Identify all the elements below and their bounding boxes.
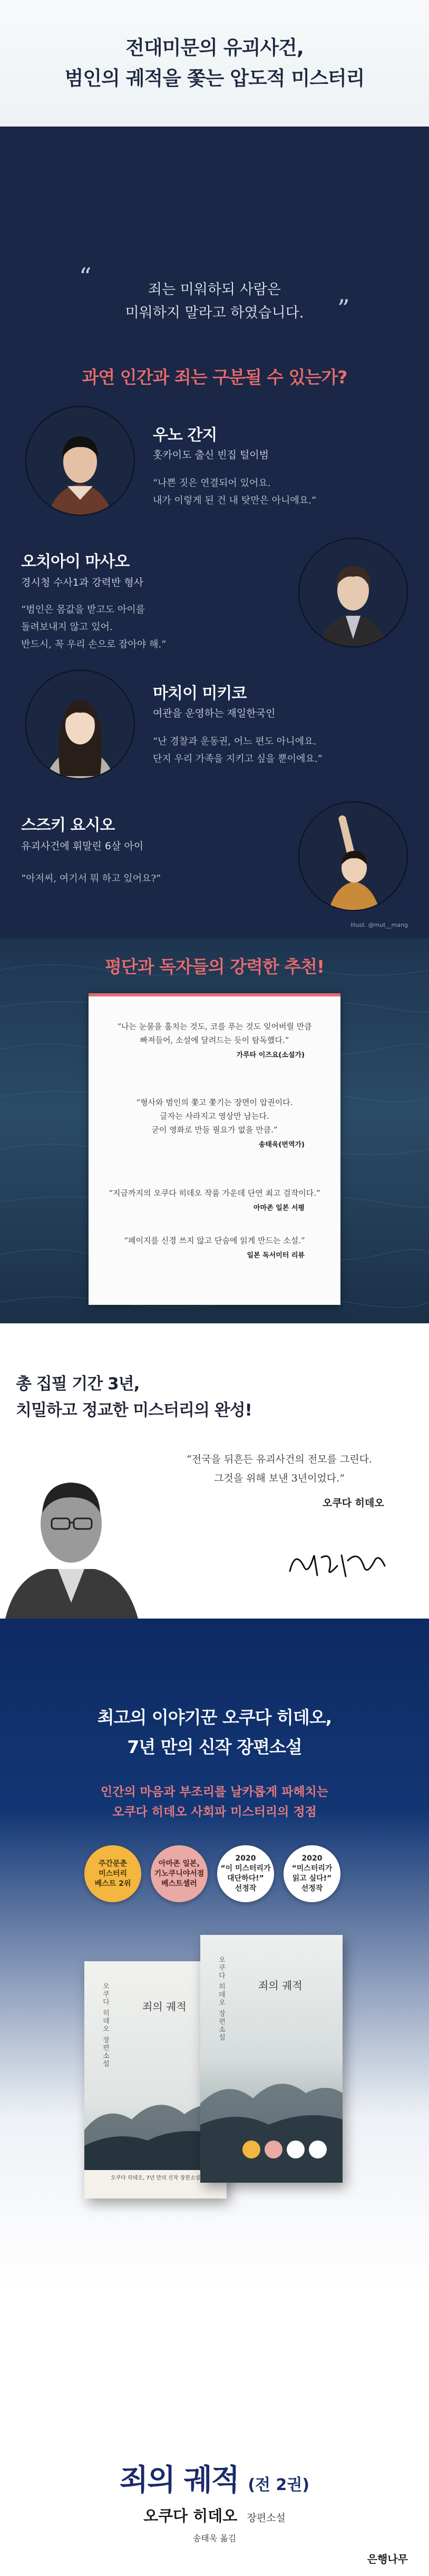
portrait-uno-kanji bbox=[25, 406, 135, 516]
char-1-name: 우노 간지 bbox=[153, 426, 217, 444]
publisher-logo: 은행나무 bbox=[367, 2553, 408, 2565]
reviews-title: 평단과 독자들의 강력한 추천! bbox=[104, 956, 325, 977]
characters-section bbox=[0, 127, 429, 938]
cover-badge-icon bbox=[265, 2141, 282, 2158]
review-item bbox=[103, 1234, 326, 1260]
review-text: “지금까지의 오쿠다 히데오 작품 가운데 단연 최고 걸작이다.” bbox=[109, 1188, 320, 1198]
review-text: “나는 눈물을 훔치는 것도, 코를 푸는 것도 잊어버릴 만큼 빠져들어, 소설에 달려드는 듯이 탐독했다.” bbox=[117, 1022, 312, 1045]
cover-2-title: 죄의 궤적 bbox=[258, 1979, 303, 1992]
cover-badge-icon bbox=[309, 2141, 327, 2158]
portrait-machii-mikiko bbox=[25, 670, 135, 779]
char-3-role: 여관을 운영하는 재일한국인 bbox=[153, 708, 276, 719]
author-quote: “전국을 뒤흔든 유괴사건의 전모를 그린다. 그것을 위해 보낸 3년이었다.” bbox=[187, 1454, 372, 1484]
cover-2-art bbox=[200, 2061, 343, 2183]
review-item bbox=[103, 1020, 326, 1059]
cover-2-vertical-text: 오쿠다 히데오 장편소설 bbox=[217, 1956, 225, 2042]
review-source: 아마존 일본 서평 bbox=[253, 1204, 305, 1212]
headline-line-1: 전대미문의 유괴사건, bbox=[125, 36, 304, 59]
cover-1-band: 오쿠다 히데오, 7년 만의 신작 장편소설 bbox=[84, 2170, 227, 2199]
header-section bbox=[0, 0, 429, 127]
review-source: 일본 독서미터 리뷰 bbox=[247, 1252, 305, 1260]
char-4-quote: “아저씨, 여기서 뭐 하고 있어요?” bbox=[21, 873, 161, 884]
review-text: “페이지를 신경 쓰지 않고 단숨에 읽게 만드는 소설.” bbox=[124, 1236, 305, 1245]
char-2-quote: “범인은 몸값을 받고도 아이를 돌려보내지 않고 있어. 반드시, 꼭 우리 손으로 잡아야 해.” bbox=[21, 604, 167, 650]
book-subheadline: 인간의 마음과 부조리를 날카롭게 파헤치는 오쿠다 히데오 사회파 미스터리의 정점 bbox=[101, 1785, 328, 1819]
portrait-suzuki-yoshio bbox=[298, 801, 408, 911]
book-author-line bbox=[0, 2504, 429, 2526]
char-3-quote: “난 경찰과 운동권, 어느 편도 아니에요. 단지 우리 가족을 지키고 싶을 뿐이에요.” bbox=[153, 736, 323, 764]
review-source: 가루타 이즈요(소설가) bbox=[236, 1051, 305, 1059]
close-quote-icon: ” bbox=[337, 294, 350, 323]
author-handwritten-signature bbox=[285, 1545, 390, 1587]
award-badge: 주간문춘 미스터리 베스트 2위 bbox=[84, 1845, 141, 1902]
review-text: “형사와 범인의 쫓고 쫓기는 장면이 압권이다. 글자는 사라지고 영상만 남는다. 굳이 영화로 만들 필요가 없을 만큼.” bbox=[136, 1098, 293, 1135]
book-cover-volume-2 bbox=[200, 1935, 343, 2183]
book-translator: 송태욱 옮김 bbox=[192, 2533, 237, 2543]
book-name bbox=[0, 2457, 429, 2499]
char-2-name: 오치아이 마사오 bbox=[21, 553, 130, 571]
portrait-ochiai-masao bbox=[298, 538, 408, 647]
reviews-section bbox=[0, 938, 429, 1323]
cover-1-vertical-text: 오쿠다 히데오 장편소설 bbox=[101, 1982, 109, 2068]
review-item bbox=[103, 1096, 326, 1149]
book-author: 오쿠다 히데오 bbox=[143, 2507, 238, 2525]
book-headline: 최고의 이야기꾼 오쿠다 히데오, 7년 만의 신작 장편소설 bbox=[97, 1707, 332, 1757]
book-volume: (전 2권) bbox=[248, 2476, 310, 2494]
cover-1-title: 죄의 궤적 bbox=[142, 2000, 187, 2013]
intro-question: 과연 인간과 죄는 구분될 수 있는가? bbox=[82, 367, 347, 388]
cover-2-badge-row bbox=[242, 2141, 327, 2158]
open-quote-icon: “ bbox=[79, 263, 92, 291]
illustration-credit: Illust. @mut__mang bbox=[350, 922, 408, 928]
char-1-role: 홋카이도 출신 빈집 털이범 bbox=[153, 449, 269, 461]
review-source: 송태욱(번역가) bbox=[258, 1141, 305, 1149]
book-name-text: 죄의 궤적 bbox=[119, 2463, 239, 2497]
char-2-role: 경시청 수사1과 강력반 형사 bbox=[21, 577, 144, 588]
intro-quote-text: 죄는 미워하되 사람은 미워하지 말라고 하였습니다. bbox=[125, 282, 304, 321]
review-item bbox=[103, 1186, 326, 1212]
award-badge: 아마존 일본, 기노쿠니야서점 베스트셀러 bbox=[151, 1845, 208, 1902]
cover-badge-icon bbox=[242, 2141, 260, 2158]
author-section-title: 총 집필 기간 3년, 치밀하고 정교한 미스터리의 완성! bbox=[16, 1374, 252, 1420]
author-section bbox=[0, 1323, 429, 1619]
char-4-role: 유괴사건에 휘말린 6살 아이 bbox=[21, 840, 144, 852]
award-badge: 2020 “이 미스터리가 대단하다!” 선정작 bbox=[217, 1845, 274, 1902]
book-genre: 장편소설 bbox=[247, 2512, 286, 2524]
headline-line-2: 범인의 궤적을 쫓는 압도적 미스터리 bbox=[64, 67, 365, 90]
book-section bbox=[0, 1619, 429, 2576]
char-1-quote: “나쁜 짓은 연결되어 있어요. 내가 이렇게 된 건 내 탓만은 아니에요.” bbox=[153, 478, 317, 506]
award-badge: 2020 “미스터리가 읽고 싶다!” 선정작 bbox=[284, 1845, 340, 1902]
char-4-name: 스즈키 요시오 bbox=[21, 816, 115, 835]
char-3-name: 마치이 미키코 bbox=[153, 684, 247, 703]
author-photo bbox=[0, 1445, 142, 1619]
author-name: 오쿠다 히데오 bbox=[323, 1497, 384, 1509]
reviews-card bbox=[89, 993, 340, 1305]
cover-badge-icon bbox=[287, 2141, 305, 2158]
